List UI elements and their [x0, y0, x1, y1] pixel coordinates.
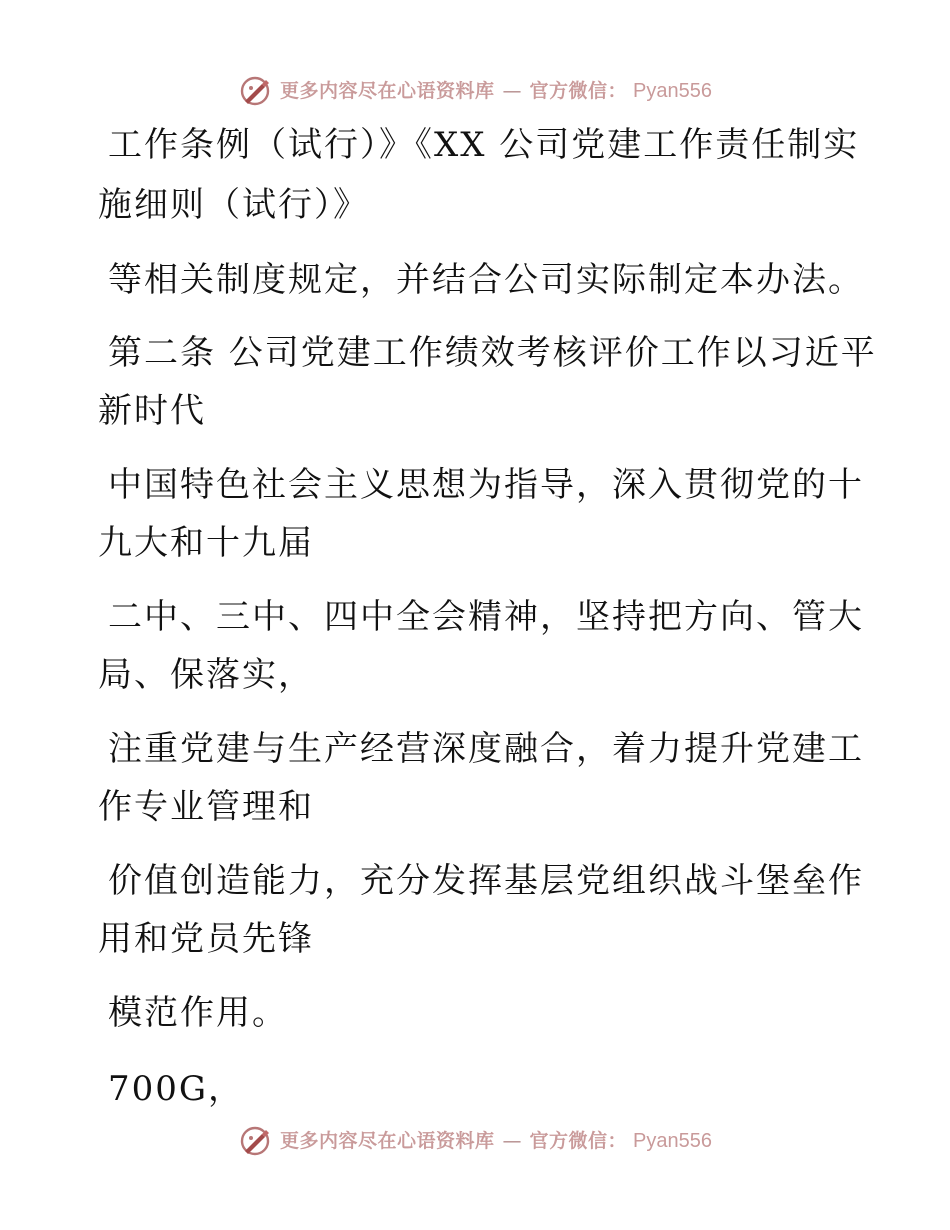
watermark-wechat-id: Pyan556	[633, 80, 712, 102]
text-line-3: 等相关制度规定，并结合公司实际制定本办法。	[108, 260, 864, 300]
text-line-12: 价值创造能力，充分发挥基层党组织战斗堡垒作	[108, 861, 864, 901]
text-line-4: 第二条 公司党建工作绩效考核评价工作以习近平	[108, 333, 877, 373]
pen-logo-icon	[238, 74, 272, 108]
text-line-11: 作专业管理和	[98, 787, 314, 827]
watermark-wechat-id: Pyan556	[633, 1130, 712, 1152]
text-line-5: 新时代	[98, 391, 206, 431]
watermark-label: 官方微信：	[529, 79, 628, 102]
watermark-main-text: 更多内容尽在心语资料库	[280, 79, 495, 102]
watermark-main-text: 更多内容尽在心语资料库	[280, 1129, 495, 1152]
text-line-2: 施细则（试行）》	[98, 185, 369, 225]
text-line-10: 注重党建与生产经营深度融合，着力提升党建工	[108, 729, 864, 769]
watermark-header	[0, 74, 950, 108]
watermark-label: 官方微信：	[529, 1129, 628, 1152]
watermark-footer	[0, 1124, 950, 1158]
text-line-14: 模范作用。	[108, 993, 288, 1033]
watermark-dash: —	[502, 79, 522, 102]
text-line-7: 九大和十九届	[98, 523, 314, 563]
text-line-15: 700G，	[108, 1069, 245, 1109]
pen-logo-icon	[238, 1124, 272, 1158]
text-line-6: 中国特色社会主义思想为指导，深入贯彻党的十	[108, 465, 864, 505]
watermark-dash: —	[502, 1129, 522, 1152]
text-line-8: 二中、三中、四中全会精神，坚持把方向、管大	[108, 597, 864, 637]
text-line-1: 工作条例（试行）》《XX 公司党建工作责任制实	[108, 125, 860, 165]
text-line-9: 局、保落实，	[98, 655, 314, 695]
text-line-13: 用和党员先锋	[98, 919, 314, 959]
